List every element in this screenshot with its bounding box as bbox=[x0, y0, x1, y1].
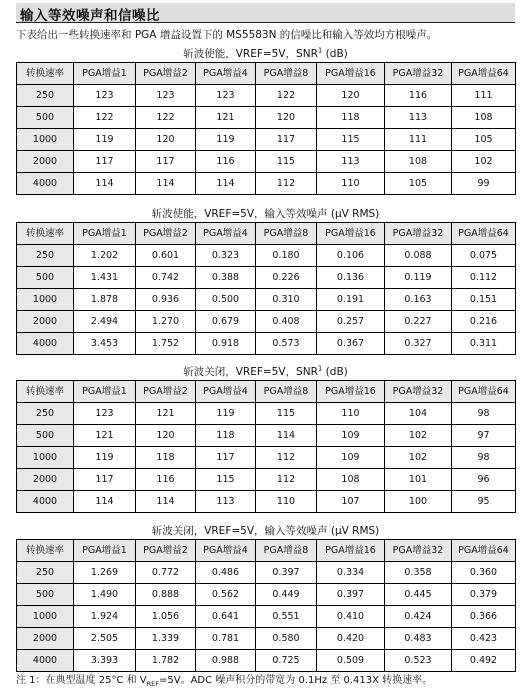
column-header: PGA增益16 bbox=[317, 381, 385, 403]
value-cell: 117 bbox=[196, 447, 256, 469]
value-cell: 110 bbox=[317, 403, 385, 425]
header-row bbox=[17, 223, 516, 245]
table-row bbox=[17, 491, 516, 513]
table-row bbox=[17, 403, 516, 425]
value-cell: 0.180 bbox=[256, 245, 317, 267]
column-header: PGA增益32 bbox=[385, 223, 452, 245]
value-cell: 0.191 bbox=[317, 289, 385, 311]
value-cell: 114 bbox=[136, 173, 196, 195]
value-cell: 0.112 bbox=[452, 267, 516, 289]
value-cell: 3.393 bbox=[74, 650, 136, 672]
rate-cell: 500 bbox=[17, 425, 74, 447]
table-row bbox=[17, 289, 516, 311]
rate-cell: 2000 bbox=[17, 151, 74, 173]
value-cell: 98 bbox=[452, 447, 516, 469]
value-cell: 112 bbox=[256, 447, 317, 469]
value-cell: 1.752 bbox=[136, 333, 196, 355]
rate-cell: 2000 bbox=[17, 311, 74, 333]
rate-cell: 250 bbox=[17, 85, 74, 107]
value-cell: 115 bbox=[196, 469, 256, 491]
column-header: PGA增益32 bbox=[385, 540, 452, 562]
value-cell: 0.888 bbox=[136, 584, 196, 606]
footnote-text-b: =5V。ADC 噪声积分的带宽为 0.1Hz 至 0.413X 转换速率。 bbox=[159, 675, 433, 686]
value-cell: 0.423 bbox=[452, 628, 516, 650]
value-cell: 102 bbox=[385, 447, 452, 469]
value-cell: 114 bbox=[196, 173, 256, 195]
value-cell: 108 bbox=[317, 469, 385, 491]
value-cell: 0.424 bbox=[385, 606, 452, 628]
table-2-caption: 斩波使能，VREF=5V，输入等效噪声 (µV RMS) bbox=[151, 208, 380, 220]
column-header: PGA增益32 bbox=[385, 63, 452, 85]
table-row bbox=[17, 584, 516, 606]
value-cell: 123 bbox=[74, 403, 136, 425]
noise-chop-disabled-table bbox=[16, 539, 516, 672]
value-cell: 1.056 bbox=[136, 606, 196, 628]
value-cell: 120 bbox=[256, 107, 317, 129]
value-cell: 112 bbox=[256, 469, 317, 491]
value-cell: 118 bbox=[317, 107, 385, 129]
value-cell: 0.360 bbox=[452, 562, 516, 584]
value-cell: 0.601 bbox=[136, 245, 196, 267]
table-1-footnote-mark: 1 bbox=[317, 46, 323, 55]
value-cell: 0.366 bbox=[452, 606, 516, 628]
value-cell: 1.431 bbox=[74, 267, 136, 289]
footnote-text-a: 注 1：在典型温度 25°C 和 V bbox=[16, 675, 147, 686]
rate-cell: 500 bbox=[17, 584, 74, 606]
value-cell: 115 bbox=[256, 151, 317, 173]
header-row bbox=[17, 540, 516, 562]
value-cell: 0.310 bbox=[256, 289, 317, 311]
table-row bbox=[17, 245, 516, 267]
value-cell: 0.227 bbox=[385, 311, 452, 333]
value-cell: 111 bbox=[452, 85, 516, 107]
value-cell: 102 bbox=[452, 151, 516, 173]
value-cell: 121 bbox=[74, 425, 136, 447]
value-cell: 121 bbox=[196, 107, 256, 129]
column-header: 转换速率 bbox=[17, 63, 74, 85]
value-cell: 101 bbox=[385, 469, 452, 491]
value-cell: 0.509 bbox=[317, 650, 385, 672]
footnote bbox=[16, 671, 432, 688]
column-header: 转换速率 bbox=[17, 381, 74, 403]
column-header: PGA增益8 bbox=[256, 381, 317, 403]
value-cell: 0.334 bbox=[317, 562, 385, 584]
value-cell: 119 bbox=[74, 129, 136, 151]
value-cell: 1.490 bbox=[74, 584, 136, 606]
value-cell: 0.136 bbox=[317, 267, 385, 289]
column-header: PGA增益64 bbox=[452, 63, 516, 85]
section-header bbox=[16, 3, 515, 23]
value-cell: 118 bbox=[196, 425, 256, 447]
value-cell: 0.492 bbox=[452, 650, 516, 672]
value-cell: 116 bbox=[136, 469, 196, 491]
table-row bbox=[17, 311, 516, 333]
column-header: PGA增益8 bbox=[256, 63, 317, 85]
value-cell: 0.323 bbox=[196, 245, 256, 267]
column-header: PGA增益64 bbox=[452, 540, 516, 562]
rate-cell: 1000 bbox=[17, 606, 74, 628]
value-cell: 0.449 bbox=[256, 584, 317, 606]
column-header: PGA增益1 bbox=[74, 223, 136, 245]
column-header: PGA增益4 bbox=[196, 63, 256, 85]
value-cell: 1.924 bbox=[74, 606, 136, 628]
table-row bbox=[17, 173, 516, 195]
value-cell: 109 bbox=[317, 425, 385, 447]
column-header: PGA增益2 bbox=[136, 381, 196, 403]
value-cell: 0.408 bbox=[256, 311, 317, 333]
rate-cell: 4000 bbox=[17, 650, 74, 672]
value-cell: 113 bbox=[196, 491, 256, 513]
value-cell: 0.551 bbox=[256, 606, 317, 628]
value-cell: 0.781 bbox=[196, 628, 256, 650]
value-cell: 0.151 bbox=[452, 289, 516, 311]
rate-cell: 4000 bbox=[17, 173, 74, 195]
column-header: PGA增益2 bbox=[136, 540, 196, 562]
rate-cell: 250 bbox=[17, 403, 74, 425]
value-cell: 0.311 bbox=[452, 333, 516, 355]
value-cell: 111 bbox=[385, 129, 452, 151]
value-cell: 0.226 bbox=[256, 267, 317, 289]
value-cell: 105 bbox=[452, 129, 516, 151]
value-cell: 0.725 bbox=[256, 650, 317, 672]
table-row bbox=[17, 85, 516, 107]
noise-chop-enabled-table bbox=[16, 222, 516, 355]
value-cell: 115 bbox=[256, 403, 317, 425]
table-3-caption-text: 斩波关闭，VREF=5V，SNR bbox=[183, 366, 318, 378]
value-cell: 0.420 bbox=[317, 628, 385, 650]
value-cell: 0.119 bbox=[385, 267, 452, 289]
table-3-footnote-mark: 1 bbox=[317, 364, 323, 373]
value-cell: 118 bbox=[136, 447, 196, 469]
footnote-subscript: REF bbox=[146, 680, 159, 688]
value-cell: 107 bbox=[317, 491, 385, 513]
value-cell: 0.742 bbox=[136, 267, 196, 289]
value-cell: 0.106 bbox=[317, 245, 385, 267]
value-cell: 117 bbox=[256, 129, 317, 151]
value-cell: 119 bbox=[74, 447, 136, 469]
value-cell: 97 bbox=[452, 425, 516, 447]
column-header: PGA增益2 bbox=[136, 223, 196, 245]
value-cell: 114 bbox=[136, 491, 196, 513]
value-cell: 99 bbox=[452, 173, 516, 195]
value-cell: 121 bbox=[136, 403, 196, 425]
value-cell: 0.445 bbox=[385, 584, 452, 606]
column-header: PGA增益2 bbox=[136, 63, 196, 85]
rate-cell: 1000 bbox=[17, 289, 74, 311]
header-row bbox=[17, 63, 516, 85]
table-row bbox=[17, 562, 516, 584]
value-cell: 119 bbox=[196, 129, 256, 151]
value-cell: 0.088 bbox=[385, 245, 452, 267]
value-cell: 117 bbox=[74, 469, 136, 491]
value-cell: 0.918 bbox=[196, 333, 256, 355]
table-row bbox=[17, 628, 516, 650]
value-cell: 0.500 bbox=[196, 289, 256, 311]
value-cell: 98 bbox=[452, 403, 516, 425]
rate-cell: 1000 bbox=[17, 447, 74, 469]
value-cell: 1.878 bbox=[74, 289, 136, 311]
value-cell: 96 bbox=[452, 469, 516, 491]
value-cell: 109 bbox=[317, 447, 385, 469]
column-header: PGA增益8 bbox=[256, 223, 317, 245]
table-1-caption-unit: (dB) bbox=[322, 48, 348, 60]
value-cell: 0.573 bbox=[256, 333, 317, 355]
value-cell: 123 bbox=[74, 85, 136, 107]
table-row bbox=[17, 129, 516, 151]
value-cell: 114 bbox=[256, 425, 317, 447]
table-row bbox=[17, 650, 516, 672]
value-cell: 112 bbox=[256, 173, 317, 195]
rate-cell: 2000 bbox=[17, 469, 74, 491]
value-cell: 0.397 bbox=[317, 584, 385, 606]
rate-cell: 2000 bbox=[17, 628, 74, 650]
value-cell: 2.494 bbox=[74, 311, 136, 333]
value-cell: 0.358 bbox=[385, 562, 452, 584]
snr-chop-enabled-table bbox=[16, 62, 516, 195]
value-cell: 2.505 bbox=[74, 628, 136, 650]
value-cell: 120 bbox=[136, 129, 196, 151]
table-row bbox=[17, 267, 516, 289]
header-row bbox=[17, 381, 516, 403]
value-cell: 110 bbox=[317, 173, 385, 195]
table-row bbox=[17, 425, 516, 447]
section-title: 输入等效噪声和信噪比 bbox=[20, 8, 160, 24]
value-cell: 114 bbox=[74, 173, 136, 195]
value-cell: 108 bbox=[385, 151, 452, 173]
table-4-caption: 斩波关闭，VREF=5V，输入等效噪声 (µV RMS) bbox=[151, 525, 380, 537]
column-header: PGA增益1 bbox=[74, 540, 136, 562]
value-cell: 3.453 bbox=[74, 333, 136, 355]
table-row bbox=[17, 151, 516, 173]
value-cell: 1.270 bbox=[136, 311, 196, 333]
column-header: PGA增益1 bbox=[74, 381, 136, 403]
value-cell: 95 bbox=[452, 491, 516, 513]
value-cell: 0.772 bbox=[136, 562, 196, 584]
value-cell: 116 bbox=[385, 85, 452, 107]
value-cell: 0.486 bbox=[196, 562, 256, 584]
column-header: PGA增益64 bbox=[452, 381, 516, 403]
column-header: PGA增益16 bbox=[317, 63, 385, 85]
value-cell: 104 bbox=[385, 403, 452, 425]
value-cell: 120 bbox=[317, 85, 385, 107]
value-cell: 113 bbox=[317, 151, 385, 173]
column-header: PGA增益4 bbox=[196, 223, 256, 245]
value-cell: 1.202 bbox=[74, 245, 136, 267]
value-cell: 123 bbox=[136, 85, 196, 107]
rate-cell: 250 bbox=[17, 562, 74, 584]
column-header: 转换速率 bbox=[17, 223, 74, 245]
value-cell: 0.523 bbox=[385, 650, 452, 672]
value-cell: 0.641 bbox=[196, 606, 256, 628]
table-row bbox=[17, 469, 516, 491]
table-row bbox=[17, 606, 516, 628]
value-cell: 115 bbox=[317, 129, 385, 151]
value-cell: 1.782 bbox=[136, 650, 196, 672]
column-header: 转换速率 bbox=[17, 540, 74, 562]
column-header: PGA增益16 bbox=[317, 540, 385, 562]
table-3-caption-unit: (dB) bbox=[322, 366, 348, 378]
rate-cell: 250 bbox=[17, 245, 74, 267]
rate-cell: 4000 bbox=[17, 491, 74, 513]
value-cell: 117 bbox=[136, 151, 196, 173]
value-cell: 113 bbox=[385, 107, 452, 129]
value-cell: 108 bbox=[452, 107, 516, 129]
value-cell: 119 bbox=[196, 403, 256, 425]
rate-cell: 500 bbox=[17, 267, 74, 289]
value-cell: 105 bbox=[385, 173, 452, 195]
table-1-caption bbox=[16, 46, 515, 61]
value-cell: 0.988 bbox=[196, 650, 256, 672]
snr-chop-disabled-table bbox=[16, 380, 516, 513]
value-cell: 0.257 bbox=[317, 311, 385, 333]
value-cell: 0.379 bbox=[452, 584, 516, 606]
value-cell: 0.936 bbox=[136, 289, 196, 311]
value-cell: 122 bbox=[256, 85, 317, 107]
intro-paragraph: 下表给出一些转换速率和 PGA 增益设置下的 MS5583N 的信噪比和输入等效均方根噪声。 bbox=[16, 29, 438, 41]
value-cell: 1.269 bbox=[74, 562, 136, 584]
value-cell: 0.410 bbox=[317, 606, 385, 628]
value-cell: 0.483 bbox=[385, 628, 452, 650]
value-cell: 100 bbox=[385, 491, 452, 513]
value-cell: 0.580 bbox=[256, 628, 317, 650]
value-cell: 0.679 bbox=[196, 311, 256, 333]
value-cell: 122 bbox=[136, 107, 196, 129]
value-cell: 122 bbox=[74, 107, 136, 129]
table-row bbox=[17, 447, 516, 469]
value-cell: 0.367 bbox=[317, 333, 385, 355]
table-1-caption-text: 斩波使能，VREF=5V，SNR bbox=[183, 48, 318, 60]
rate-cell: 1000 bbox=[17, 129, 74, 151]
value-cell: 0.327 bbox=[385, 333, 452, 355]
column-header: PGA增益1 bbox=[74, 63, 136, 85]
rate-cell: 500 bbox=[17, 107, 74, 129]
value-cell: 114 bbox=[74, 491, 136, 513]
value-cell: 0.075 bbox=[452, 245, 516, 267]
value-cell: 1.339 bbox=[136, 628, 196, 650]
column-header: PGA增益4 bbox=[196, 381, 256, 403]
value-cell: 0.562 bbox=[196, 584, 256, 606]
value-cell: 0.163 bbox=[385, 289, 452, 311]
value-cell: 117 bbox=[74, 151, 136, 173]
column-header: PGA增益4 bbox=[196, 540, 256, 562]
rate-cell: 4000 bbox=[17, 333, 74, 355]
column-header: PGA增益32 bbox=[385, 381, 452, 403]
value-cell: 0.397 bbox=[256, 562, 317, 584]
value-cell: 110 bbox=[256, 491, 317, 513]
value-cell: 123 bbox=[196, 85, 256, 107]
column-header: PGA增益64 bbox=[452, 223, 516, 245]
value-cell: 102 bbox=[385, 425, 452, 447]
table-3-caption bbox=[16, 364, 515, 379]
value-cell: 116 bbox=[196, 151, 256, 173]
table-row bbox=[17, 107, 516, 129]
value-cell: 0.388 bbox=[196, 267, 256, 289]
value-cell: 0.216 bbox=[452, 311, 516, 333]
table-row bbox=[17, 333, 516, 355]
value-cell: 120 bbox=[136, 425, 196, 447]
column-header: PGA增益16 bbox=[317, 223, 385, 245]
column-header: PGA增益8 bbox=[256, 540, 317, 562]
